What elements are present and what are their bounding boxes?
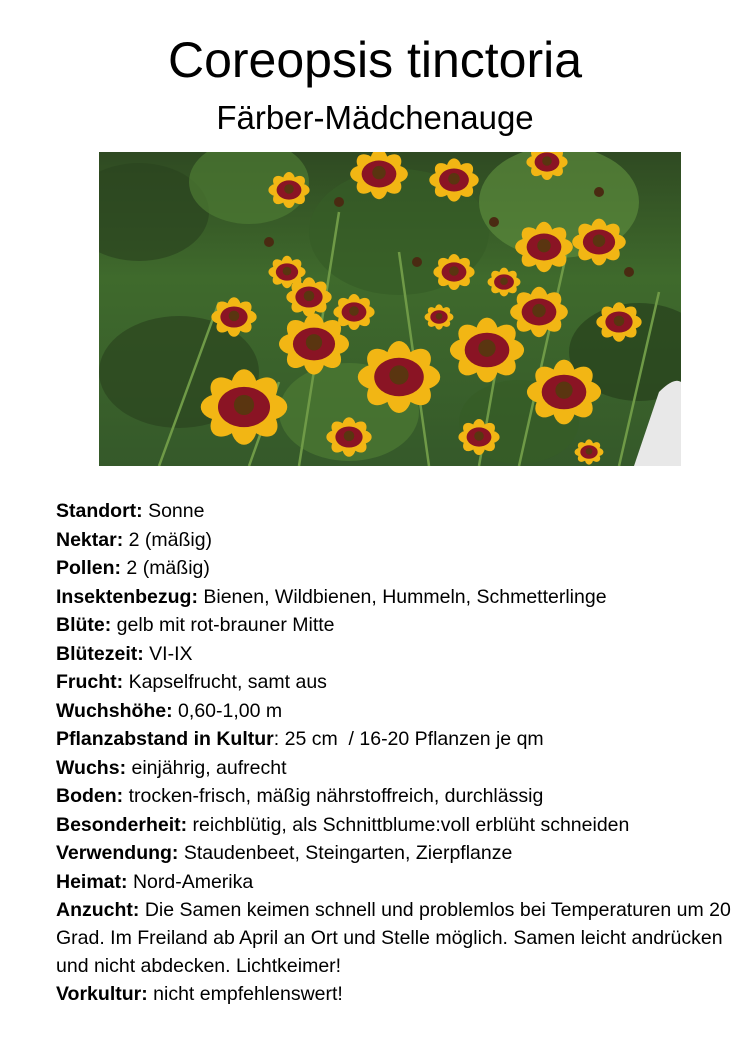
fact-verwendung [56, 839, 746, 868]
plant-facts [56, 497, 746, 1009]
page-title: Coreopsis tinctoria [167, 32, 583, 88]
fact-pollen [56, 554, 746, 583]
fact-wuchs [56, 754, 746, 783]
flower-shape [527, 360, 601, 425]
flower-shape [358, 341, 440, 413]
flower-shape [333, 294, 374, 330]
fact-value: gelb mit rot-brauner Mitte [111, 614, 335, 636]
flower-shape [268, 256, 305, 288]
fact-bluetezeit [56, 640, 746, 669]
flower-shape [268, 172, 309, 208]
fact-label: Insektenbezug: [56, 585, 198, 608]
flower-shape [458, 419, 499, 455]
fact-value: nicht empfehlenswert! [147, 983, 343, 1005]
fact-insektenbezug [56, 583, 746, 612]
fact-value: Bienen, Wildbienen, Hummeln, Schmetterlinge [197, 585, 607, 608]
fact-value: Sonne [142, 500, 205, 522]
fact-value: VI-IX [143, 642, 193, 665]
page-subtitle: Färber-Mädchenauge [216, 99, 534, 136]
fact-standort [56, 497, 746, 526]
fact-value: Nord-Amerika [127, 870, 254, 893]
fact-boden [56, 782, 746, 811]
flower-photo [99, 152, 681, 466]
fact-value: einjährig, aufrecht [126, 756, 287, 779]
fact-label: Wuchshöhe: [56, 699, 173, 722]
flower-shape [425, 304, 454, 329]
fact-value: 2 (mäßig) [121, 557, 210, 579]
fact-value: 2 (mäßig) [123, 528, 213, 551]
fact-bluete [56, 611, 746, 640]
fact-wuchshoehe [56, 697, 746, 726]
fact-label: Standort: [56, 500, 143, 522]
fact-value: 0,60-1,00 m [172, 699, 283, 722]
fact-label: Pflanzabstand in Kultur [56, 728, 274, 750]
flower-shape [596, 302, 641, 342]
fact-label: Frucht: [56, 671, 124, 693]
fact-vorkultur [56, 980, 746, 1009]
fact-value: Staudenbeet, Steingarten, Zierpflanze [178, 842, 513, 864]
flower-shape [326, 417, 371, 457]
fact-label: Pollen: [56, 557, 122, 579]
fact-frucht [56, 668, 746, 697]
flower-shape [433, 254, 474, 290]
flower-shape [211, 297, 256, 337]
fact-label: Boden: [56, 785, 124, 807]
fact-label: Nektar: [56, 528, 124, 551]
fact-label: Heimat: [56, 870, 128, 893]
fact-label: Verwendung: [56, 842, 179, 864]
fact-label: Blüte: [56, 614, 112, 636]
fact-label: Blütezeit: [56, 642, 144, 665]
fact-label: Vorkultur: [56, 983, 148, 1005]
fact-value: trocken-frisch, mäßig nährstoffreich, durchlässig [123, 785, 544, 807]
fact-label: Anzucht: [56, 899, 140, 921]
fact-nektar [56, 526, 746, 555]
flower-shape [450, 318, 524, 383]
flower-shape [515, 222, 573, 272]
flower-shape [575, 439, 604, 464]
fact-label: Besonderheit: [56, 813, 188, 836]
flower-shape [572, 219, 626, 266]
fact-label: Wuchs: [56, 756, 127, 779]
fact-value: : 25 cm / 16-20 Pflanzen je qm [273, 728, 544, 750]
flower-shape [488, 268, 521, 297]
fact-anzucht [56, 896, 746, 980]
flower-shape [201, 369, 288, 445]
fact-heimat [56, 868, 746, 897]
fact-value: reichblütig, als Schnittblume:voll erblüht schneiden [187, 813, 630, 836]
fact-value: Kapselfrucht, samt aus [123, 671, 327, 693]
flower-shape [510, 287, 568, 337]
fact-pflanzabstand [56, 725, 746, 754]
flower-shape [429, 158, 478, 201]
fact-value: Die Samen keimen schnell und problemlos bei Temperaturen um 20 Grad. Im Freiland ab April an Ort und Stelle möglich. Samen leicht andrücken und nicht abdecken. Lichtkeimer! [56, 899, 731, 977]
fact-besonderheit [56, 811, 746, 840]
